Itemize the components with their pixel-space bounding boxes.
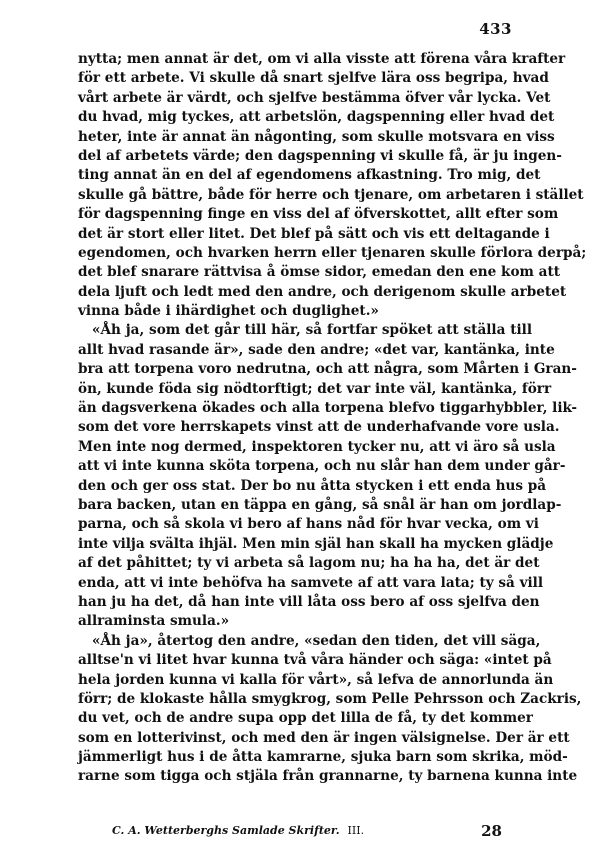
text-line: nytta; men annat är det, om vi alla visste att förena våra krafter — [78, 51, 566, 67]
volume-number: III. — [347, 824, 365, 837]
text-line: den och ger oss stat. Der bo nu åtta stycken i ett enda hus på — [78, 477, 547, 494]
text-line: förr; de klokaste hålla smygkrog, som Pelle Pehrsson och Zackris, — [78, 690, 582, 707]
text-line: än dagsverkena ökades och alla torpena blefvo tiggarhybbler, lik- — [78, 400, 578, 417]
text-line: du hvad, mig tyckes, att arbetslön, dagspenning eller hvad det — [78, 109, 555, 126]
text-line: del af arbetets värde; den dagspenning vi skulle få, är ju ingen- — [78, 147, 562, 164]
text-line: att vi inte kunna sköta torpena, och nu slår han dem under går- — [78, 458, 566, 475]
text-line: vårt arbete är värdt, och sjelfve bestämma öfver vår lycka. Vet — [78, 89, 551, 106]
text-line: vinna både i ihärdighet och duglighet.» — [78, 303, 379, 320]
text-line: du vet, och de andre supa opp det lilla de få, ty det kommer — [78, 710, 533, 727]
text-line: allt hvad rasande är», sade den andre; «det var, kantänka, inte — [78, 341, 555, 358]
text-line: ting annat än en del af egendomens afkastning. Tro mig, det — [78, 167, 541, 184]
text-line: Men inte nog dermed, inspektoren tycker nu, att vi äro så usla — [78, 438, 556, 455]
text-line: han ju ha det, då han inte vill låta oss bero af oss sjelfva den — [78, 593, 540, 610]
text-line: som en lotterivinst, och med den är ingen välsignelse. Der är ett — [78, 729, 570, 746]
text-line: «Åh ja», återtog den andre, «sedan den tiden, det vill säga, — [92, 632, 541, 649]
text-line: som det vore herrskapets vinst att de underhafvande vore usla. — [78, 419, 560, 436]
text-line: det blef snarare rättvisa å ömse sidor, emedan den ene kom att — [78, 264, 561, 281]
text-line: parna, och så skola vi bero af hans nåd för hvar vecka, om vi — [78, 516, 539, 533]
text-line: bara backen, utan en täppa en gång, så snål är han om jordlap- — [78, 496, 562, 513]
text-line: allraminsta smula.» — [78, 613, 230, 630]
text-line: skulle gå bättre, både för herre och tjenare, om arbetaren i stället — [78, 186, 584, 203]
text-line: af det påhittet; ty vi arbeta så lagom nu; ha ha ha, det är det — [78, 555, 540, 572]
signature-text: C. A. Wetterberghs Samlade Skrifter. — [112, 824, 340, 837]
page-number: 433 — [479, 20, 512, 38]
text-line: inte vilja svälta ihjäl. Men min själ han skall ha mycken glädje — [78, 535, 554, 552]
text-line: rarne som tigga och stjäla från grannarne, ty barnena kunna inte — [78, 768, 578, 785]
text-line: hela jorden kunna vi kalla för vårt», så lefva de annorlunda än — [78, 671, 554, 688]
text-line: för dagspenning finge en viss del af öfverskottet, allt efter som — [78, 206, 559, 223]
sheet-number: 28 — [481, 822, 502, 840]
text-line: ön, kunde föda sig nödtorftigt; det var inte väl, kantänka, förr — [78, 380, 552, 397]
text-line: enda, att vi inte behöfva ha samvete af att vara lata; ty så vill — [78, 574, 543, 591]
text-line: egendomen, och hvarken herrn eller tjenaren skulle förlora derpå; — [78, 244, 587, 261]
text-line: dela ljuft och ledt med den andre, och derigenom skulle arbetet — [78, 283, 567, 300]
text-line: jämmerligt hus i de åtta kamrarne, sjuka barn som skrika, möd- — [78, 749, 568, 766]
text-line: heter, inte är annat än någonting, som skulle motsvara en viss — [78, 128, 555, 145]
page-footer — [112, 822, 532, 844]
text-line: «Åh ja, som det går till här, så fortfar spöket att ställa till — [92, 322, 532, 339]
text-line: det är stort eller litet. Det blef på sätt och vis ett deltagande i — [78, 225, 550, 242]
text-line: alltse'n vi litet hvar kunna två våra händer och säga: «intet på — [78, 652, 552, 669]
body-text — [78, 50, 587, 787]
printer-signature — [112, 824, 364, 837]
text-line: bra att torpena voro nedrutna, och att några, som Mårten i Gran- — [78, 361, 577, 378]
text-line: för ett arbete. Vi skulle då snart sjelfve lära oss begripa, hvad — [78, 70, 549, 87]
